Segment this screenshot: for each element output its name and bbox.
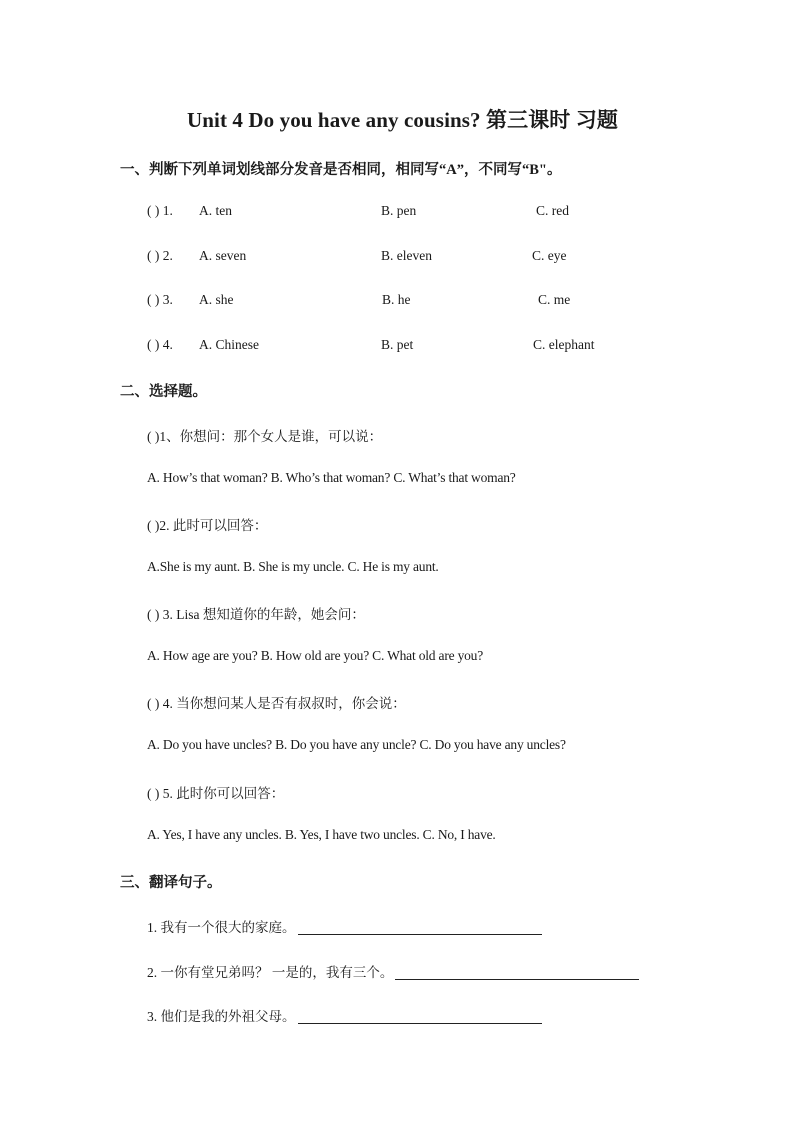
translation-item — [147, 916, 542, 936]
answer-blank[interactable] — [395, 965, 639, 980]
option-a: A. Chinese — [199, 337, 259, 352]
section1-heading: 一、判断下列单词划线部分发音是否相同，相同写“A”，不同写“B"。 — [120, 162, 562, 178]
answer-blank[interactable] — [298, 1009, 542, 1024]
translation-prompt: 2. 一你有堂兄弟吗？ 一是的，我有三个。 — [147, 965, 394, 980]
question-text: ( )2. 此时可以回答： — [147, 518, 268, 533]
option-a: A. ten — [199, 203, 232, 218]
option-c: C. elephant — [533, 337, 595, 352]
option-b: B. pen — [381, 203, 417, 218]
item-number: ( ) 4. — [147, 337, 173, 352]
translation-item — [147, 1005, 542, 1025]
translation-prompt: 1. 我有一个很大的家庭。 — [147, 920, 296, 935]
question-options: A. Yes, I have any uncles. B. Yes, I have two uncles. C. No, I have. — [147, 827, 496, 842]
item-number: ( ) 1. — [147, 203, 173, 218]
question-text: ( ) 3. Lisa 想知道你的年龄，她会问： — [147, 607, 365, 622]
translation-item — [147, 961, 639, 981]
option-a: A. she — [199, 292, 234, 307]
answer-blank[interactable] — [298, 920, 542, 935]
question-options: A. Do you have uncles? B. Do you have any uncle? C. Do you have any uncles? — [147, 737, 566, 752]
page-title: Unit 4 Do you have any cousins? 第三课时 习题 — [187, 108, 618, 132]
item-number: ( ) 3. — [147, 292, 173, 307]
question-text: ( )1、你想问：那个女人是谁，可以说： — [147, 429, 383, 444]
section3-heading: 三、翻译句子。 — [120, 875, 222, 891]
question-text: ( ) 5. 此时你可以回答： — [147, 786, 285, 801]
question-options: A. How age are you? B. How old are you? C. What old are you? — [147, 648, 484, 663]
question-text: ( ) 4. 当你想问某人是否有叔叔时，你会说： — [147, 696, 406, 711]
question-options: A.She is my aunt. B. She is my uncle. C. He is my aunt. — [147, 559, 439, 574]
section2-heading: 二、选择题。 — [120, 384, 207, 400]
option-b: B. he — [382, 292, 411, 307]
option-c: C. eye — [532, 248, 567, 263]
question-options: A. How’s that woman? B. Who’s that woman? C. What’s that woman? — [147, 470, 516, 485]
option-c: C. red — [536, 203, 569, 218]
option-a: A. seven — [199, 248, 247, 263]
option-b: B. pet — [381, 337, 414, 352]
option-b: B. eleven — [381, 248, 432, 263]
translation-prompt: 3. 他们是我的外祖父母。 — [147, 1009, 296, 1024]
item-number: ( ) 2. — [147, 248, 173, 263]
option-c: C. me — [538, 292, 571, 307]
